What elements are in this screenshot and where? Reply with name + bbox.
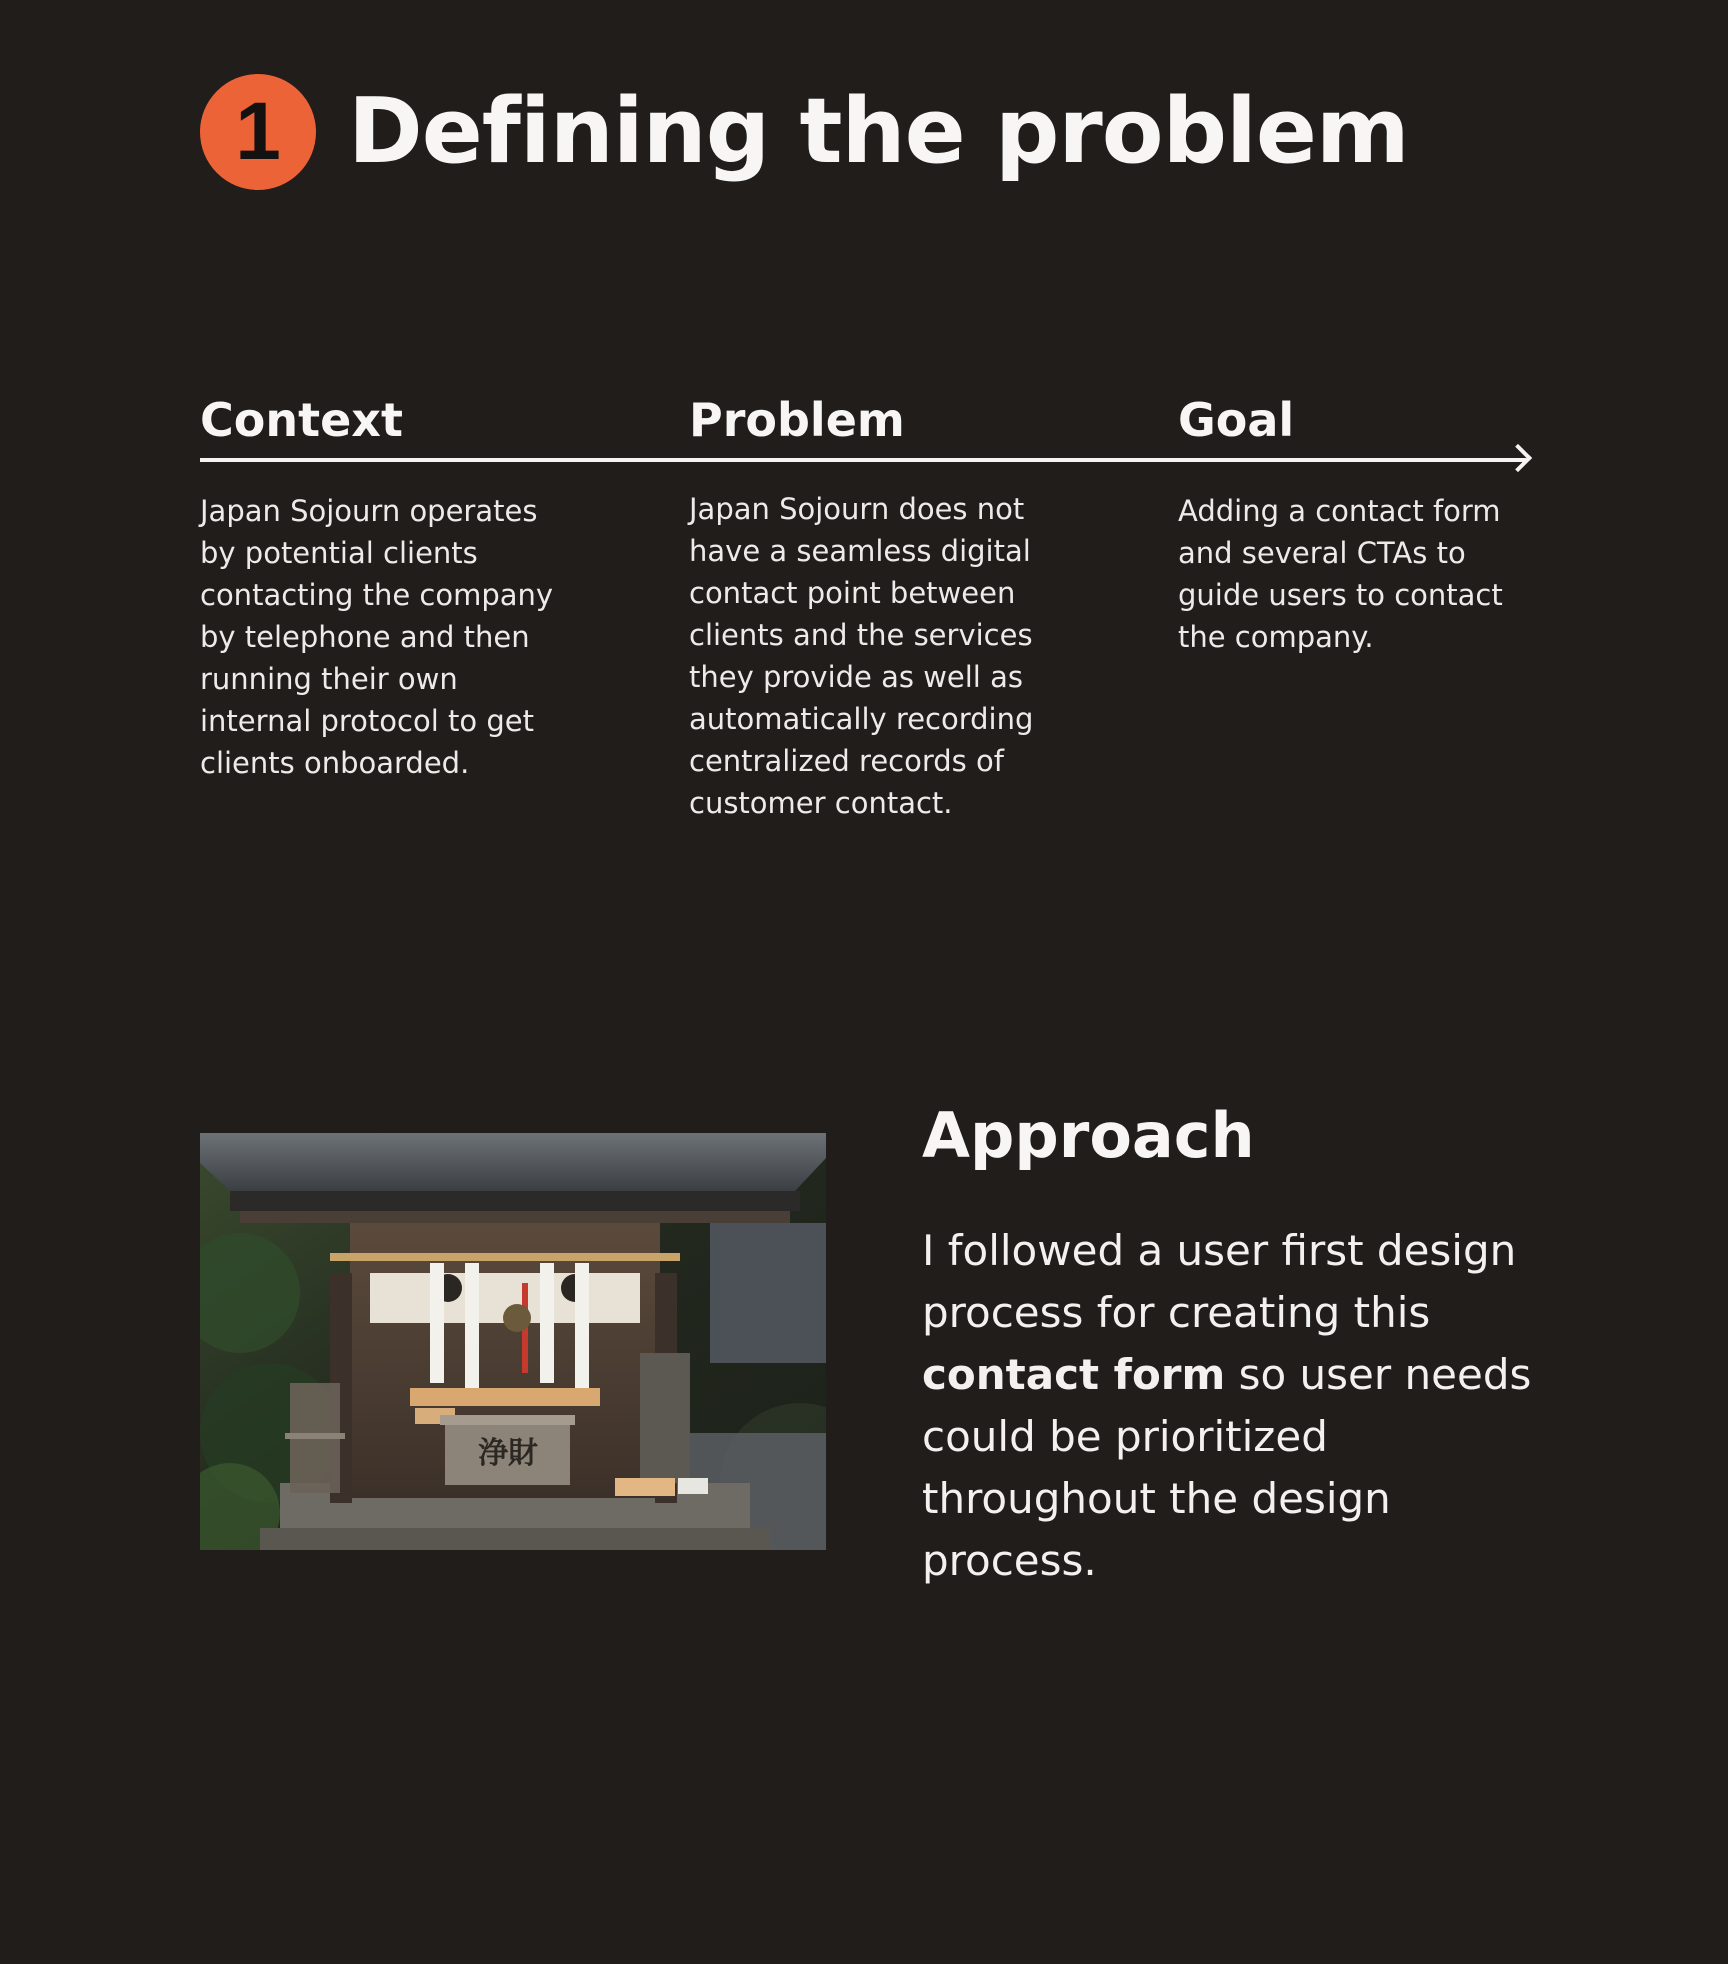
timeline-arrow xyxy=(200,442,1534,478)
context-heading: Context xyxy=(200,393,403,447)
approach-text-end: so user needs could be prioritized throughout the design process. xyxy=(922,1350,1532,1585)
approach-text xyxy=(922,1220,1562,1592)
offering-box-sign: 浄財 xyxy=(478,1436,538,1471)
problem-heading: Problem xyxy=(689,393,905,447)
approach-heading: Approach xyxy=(922,1099,1255,1172)
page-title: Defining the problem xyxy=(348,79,1409,184)
shrine-photo xyxy=(200,1133,826,1550)
arrow-right-icon xyxy=(1504,444,1532,472)
step-number: 1 xyxy=(235,86,281,177)
goal-heading: Goal xyxy=(1178,393,1295,447)
approach-text-bold: contact form xyxy=(922,1350,1226,1399)
step-number-badge xyxy=(200,74,316,190)
section-header xyxy=(200,74,1409,190)
goal-text: Adding a contact form and several CTAs to guide users to contact the company. xyxy=(1178,494,1503,654)
approach-text-start: I followed a user first design process for creating this xyxy=(922,1226,1517,1337)
context-text: Japan Sojourn operates by potential clients contacting the company by telephone and then running their own internal protocol to get clients onboarded. xyxy=(200,494,554,780)
timeline-line xyxy=(200,458,1526,462)
problem-text: Japan Sojourn does not have a seamless digital contact point between clients and the services they provide as well as automatically recording centralized records of customer contact. xyxy=(689,492,1034,820)
